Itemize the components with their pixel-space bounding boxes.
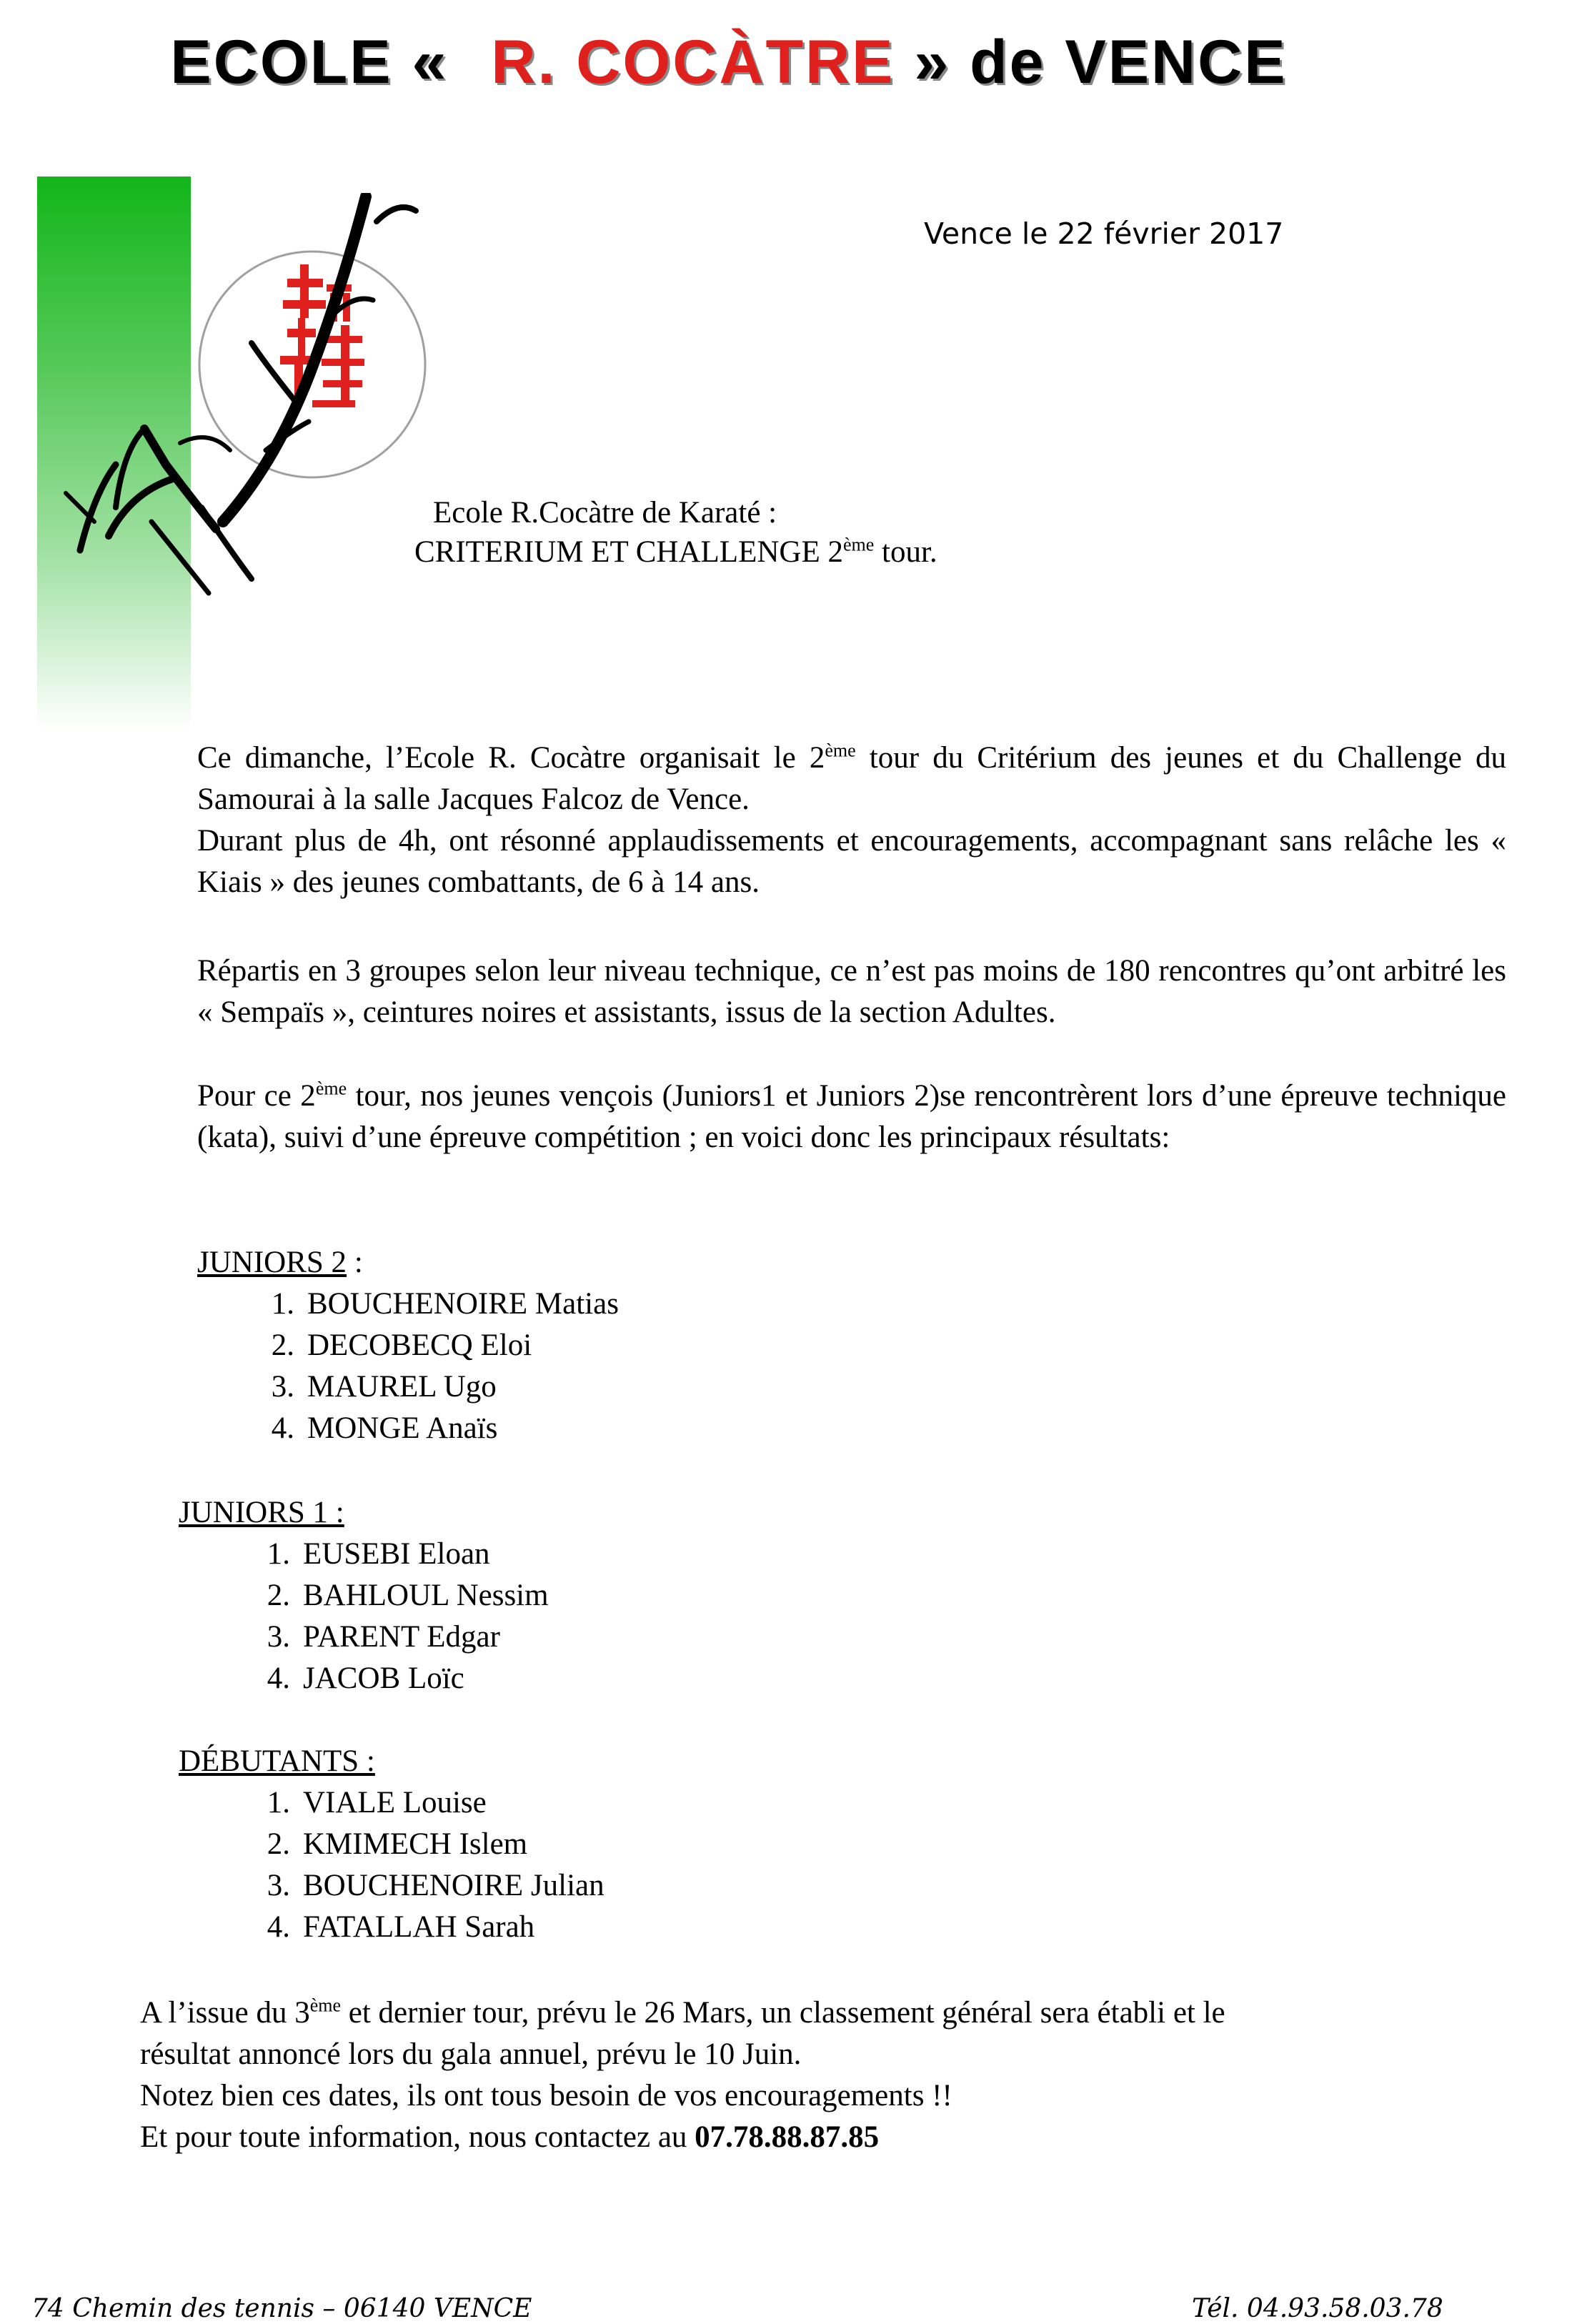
results-juniors-2-heading: JUNIORS 2 : (197, 1246, 363, 1279)
list-item: 3. BOUCHENOIRE Julian (267, 1869, 605, 1902)
list-item: 4. FATALLAH Sarah (267, 1910, 535, 1944)
list-item: 2. BAHLOUL Nessim (267, 1579, 549, 1612)
results-juniors-1-list (267, 1534, 549, 1699)
list-item: 2. KMIMECH Islem (267, 1827, 528, 1861)
karate-bamboo-logo (37, 193, 437, 607)
footer-telephone: Tél. 04.93.58.03.78 (1192, 2294, 1443, 2323)
title-prefix: ECOLE « (170, 28, 449, 96)
subject-line-1: Ecole R.Cocàtre de Karaté : (433, 496, 777, 530)
subject-line-2: CRITERIUM ET CHALLENGE 2ème tour. (414, 534, 937, 569)
closing-line-1: A l’issue du 3ème et dernier tour, prévu le 26 Mars, un classement général sera établi et le (140, 1995, 1225, 2030)
footer-address: 74 Chemin des tennis – 06140 VENCE (31, 2294, 532, 2323)
results-juniors-2-list (271, 1283, 619, 1449)
title-suffix: » de VENCE (914, 28, 1288, 96)
list-item: 1. EUSEBI Eloan (267, 1537, 490, 1571)
school-name: R. COCÀTRE (491, 28, 895, 96)
list-item: 1. VIALE Louise (267, 1786, 487, 1819)
results-debutants-heading: DÉBUTANTS : (179, 1744, 375, 1778)
list-item: 3. MAUREL Ugo (271, 1370, 497, 1404)
list-item: 3. PARENT Edgar (267, 1620, 500, 1654)
list-item: 2. DECOBECQ Eloi (271, 1329, 532, 1362)
bamboo-brush (66, 197, 416, 593)
list-item: 1. BOUCHENOIRE Matias (271, 1287, 619, 1321)
results-debutants-list (267, 1782, 605, 1948)
closing-paragraph (140, 1992, 1498, 2158)
closing-line-2: résultat annoncé lors du gala annuel, prévu le 10 Juin. (140, 2037, 802, 2071)
results-juniors-1-heading: JUNIORS 1 : (179, 1496, 344, 1529)
paragraph-groups: Répartis en 3 groupes selon leur niveau technique, ce n’est pas moins de 180 rencontres qu’ont arbitré les « Sempaïs », ceintures noires et assistants, issus de la section Adultes. (197, 954, 1506, 1029)
closing-line-4: Et pour toute information, nous contactez au 07.78.88.87.85 (140, 2120, 880, 2154)
page-title (0, 27, 1458, 98)
paragraph-results-intro: Pour ce 2ème tour, nos jeunes vençois (Juniors1 et Juniors 2)se rencontrèrent lors d’une épreuve technique (kata), suivi d’une épreuve compétition ; en voici donc les principaux résultats: (197, 1078, 1507, 1154)
paragraph-intro: Ce dimanche, l’Ecole R. Cocàtre organisait le 2ème tour du Critérium des jeunes et du Challenge du Samourai à la salle Jacques Falcoz de Vence. Durant plus de 4h, ont résonné applaudissements et encouragements, accompagnant sans relâche les « Kiais » des jeunes combattants, de 6 à 14 ans. (197, 740, 1506, 899)
letter-date: Vence le 22 février 2017 (924, 217, 1284, 251)
list-item: 4. JACOB Loïc (267, 1662, 464, 1695)
contact-phone: 07.78.88.87.85 (695, 2120, 880, 2154)
list-item: 4. MONGE Anaïs (271, 1411, 498, 1445)
closing-line-3: Notez bien ces dates, ils ont tous besoin de vos encouragements !! (140, 2079, 952, 2112)
